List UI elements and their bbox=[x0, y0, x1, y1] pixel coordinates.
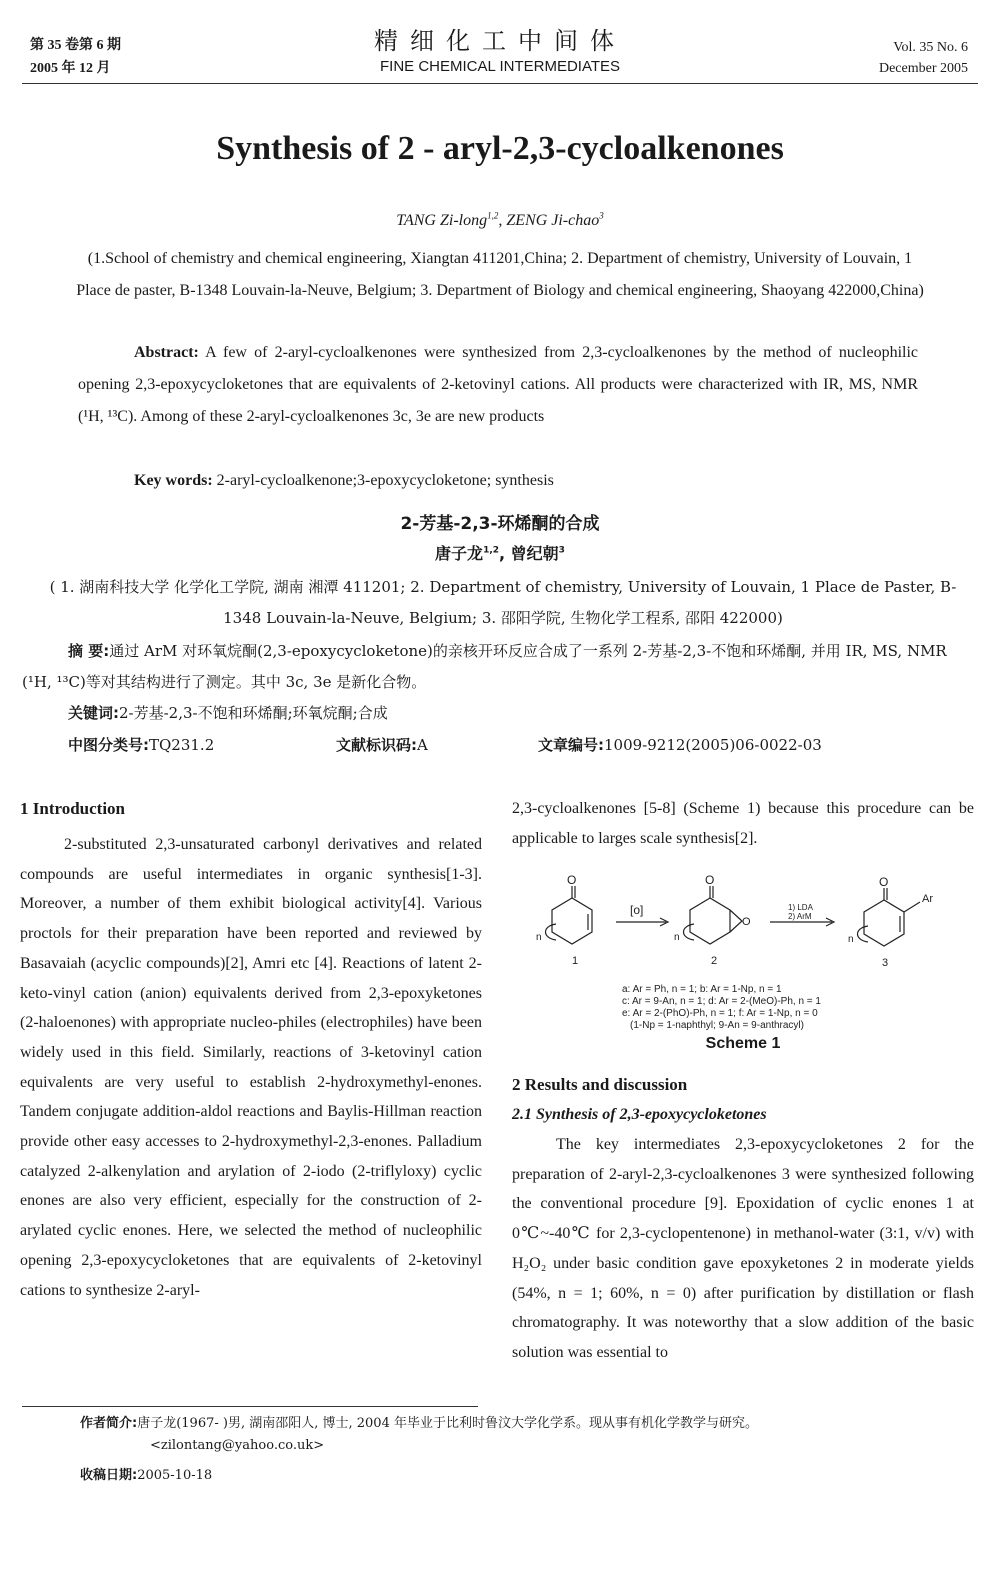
received-date bbox=[80, 1464, 212, 1483]
scheme-caption: Scheme 1 bbox=[705, 1035, 781, 1052]
author-name: TANG Zi-long bbox=[396, 212, 488, 229]
document-code bbox=[336, 734, 428, 755]
results-section bbox=[512, 1070, 974, 1368]
abstract bbox=[78, 337, 918, 433]
article-number bbox=[538, 734, 822, 755]
results-text: The key intermediates 2,3-epoxycycloketones 2 for the preparation of 2-aryl-2,3-cycloalkenones 3 were synthesized following the conventional procedure [9]. Epoxidation of cyclic enones 1 at 0℃~-40℃ for 2,3-cyclopentenone) in methanol-water (3:1, v/v) with H₂O₂ under basic condition gave epoxyketones 2 in moderate yields (54%, n = 1; 60%, n = 0) after purification by distillation or flash chromatography. It was noteworthy that a slow addition of the basic solution was essential to bbox=[512, 1136, 974, 1361]
footnote-divider bbox=[22, 1406, 478, 1407]
keywords-text: 2-aryl-cycloalkenone;3-epoxycycloketone; synthesis bbox=[212, 472, 554, 489]
article-number-label: 文章编号: bbox=[538, 736, 604, 754]
introduction-text: 2-substituted 2,3-unsaturated carbonyl derivatives and related compounds are useful intermediates in organic synthesis[1-3]. Moreover, a number of them exhibit biological activity[4]. Various proctols for their preparation have been reported and reviewed by Basavaiah (acyclic compounds)[2], Amri etc [4]. Reactions of latent 2-keto-vinyl cation (anion) equivalents derived from 2,3-epoxyketones (2-haloenones) with appropriate nucleo-philes (electrophiles) have been widely used in this field. Similarly, reactions of 3-ketovinyl cation equivalents are very useful to establish 2-hydroxymethyl-enones. Tandem conjugate addition-aldol reactions and Baylis-Hillman reaction provide other easy accesses to 2-hydroxymethyl-2,3-enones. Palladium catalyzed 2-alkenylation and arylation of 2-iodo (2-triflyloxy) cyclic enones are also very efficient, especially for the construction of 2-arylated cyclic enones. Here, we selected the method of nucleophilic opening 2,3-epoxycycloketones that are equivalents of 2-ketovinyl cations to synthesize 2-aryl- bbox=[20, 836, 482, 1299]
clc-number bbox=[68, 734, 214, 755]
compound-1-oxygen-label: O bbox=[567, 873, 577, 887]
paper-title-cn: 2-芳基-2,3-环烯酮的合成 bbox=[400, 514, 600, 534]
received-date-label: 收稿日期: bbox=[80, 1468, 138, 1483]
header-issue-en bbox=[879, 37, 968, 79]
clc-label: 中图分类号: bbox=[68, 736, 149, 754]
author-list bbox=[0, 212, 1000, 230]
author-name: ZENG Ji-chao bbox=[506, 212, 600, 229]
affiliations-cn: ( 1. 湖南科技大学 化学化工学院, 湖南 湘潭 411201; 2. Department of chemistry, University of Louvain, 1 Place de Paster, B-1348 Louvain-la-Neuve, Belgium; 3. 邵阳学院, 生物化学工程系, 邵阳 422000) bbox=[49, 578, 957, 627]
author-bio bbox=[80, 1412, 758, 1431]
compound-2-structure bbox=[684, 886, 743, 944]
journal-title-cn: 精细化工中间体 bbox=[374, 27, 626, 55]
author-affil-mark: 1,2 bbox=[487, 210, 499, 221]
abstract-label-cn: 摘 要: bbox=[68, 642, 110, 660]
journal-masthead bbox=[0, 26, 1000, 77]
author-affil-mark-cn: 3 bbox=[558, 545, 565, 556]
left-column bbox=[20, 794, 482, 1305]
compound-3-ring-size-label: n bbox=[848, 934, 854, 945]
abstract-text-cn: 通过 ArM 对环氧烷酮(2,3-epoxycycloketone)的亲核开环反应合成了一系列 2-芳基-2,3-不饱和环烯酮, 并用 IR, MS, NMR (¹H, ¹³C)等对其结构进行了测定。其中 3c, 3e 是新化合物。 bbox=[22, 642, 947, 691]
compound-1-ring-size-label: n bbox=[536, 932, 542, 943]
author-name-cn: , 曾纪朝 bbox=[499, 544, 559, 563]
abstract-text: A few of 2-aryl-cycloalkenones were synthesized from 2,3-cycloalkenones by the method of nucleophilic opening 2,3-epoxycycloketones that are equivalents of 2-ketovinyl cations. All products were characterized with IR, MS, NMR (¹H, ¹³C). Among of these 2-aryl-cycloalkenones 3c, 3e are new products bbox=[78, 344, 918, 425]
author-separator: , bbox=[498, 212, 507, 229]
scheme-legend-line: c: Ar = 9-An, n = 1; d: Ar = 2-(MeO)-Ph, n = 1 bbox=[622, 996, 821, 1007]
scheme-legend-line: (1-Np = 1-naphthyl; 9-An = 9-anthracyl) bbox=[630, 1020, 804, 1031]
author-name-cn: 唐子龙 bbox=[435, 544, 484, 563]
clc-value: TQ231.2 bbox=[149, 736, 215, 754]
header-volume-cn: 第 35 卷第 6 期 bbox=[30, 38, 121, 53]
abstract-label: Abstract: bbox=[134, 344, 199, 361]
header-volume-en: Vol. 35 No. 6 bbox=[893, 40, 968, 55]
reaction-arrow-1 bbox=[616, 918, 668, 926]
compound-3-structure bbox=[858, 888, 921, 946]
keywords-cn bbox=[68, 702, 388, 723]
keywords-label-cn: 关键词: bbox=[68, 704, 119, 722]
subsection-heading: 2.1 Synthesis of 2,3-epoxycycloketones bbox=[512, 1106, 767, 1123]
author-affil-mark: 3 bbox=[599, 210, 604, 221]
journal-title-en: FINE CHEMICAL INTERMEDIATES bbox=[379, 58, 621, 75]
keywords-label: Key words: bbox=[134, 472, 213, 489]
compound-3-number: 3 bbox=[882, 957, 889, 969]
aryl-group-label: Ar bbox=[922, 893, 933, 905]
epoxide-oxygen-label: O bbox=[742, 916, 751, 928]
reagent-step-1: 1) LDA bbox=[788, 903, 813, 912]
compound-2-oxygen-label: O bbox=[705, 873, 715, 887]
section-heading-introduction: 1 Introduction bbox=[20, 799, 126, 818]
author-bio-text: 唐子龙(1967- )男, 湖南邵阳人, 博士, 2004 年毕业于比利时鲁汶大学化学系。现从事有机化学教学与研究。 bbox=[137, 1416, 758, 1431]
author-bio-label: 作者简介: bbox=[80, 1416, 138, 1431]
right-column bbox=[512, 794, 974, 853]
compound-2-number: 2 bbox=[711, 955, 718, 967]
compound-3-oxygen-label: O bbox=[879, 875, 889, 889]
compound-1-structure bbox=[546, 886, 593, 944]
paper-title: Synthesis of 2 - aryl-2,3-cycloalkenones bbox=[216, 130, 784, 167]
oxidant-label: [o] bbox=[630, 903, 644, 917]
document-code-value: A bbox=[417, 736, 428, 754]
article-number-value: 1009-9212(2005)06-0022-03 bbox=[604, 736, 822, 754]
reagent-step-2: 2) ArM bbox=[788, 912, 812, 921]
author-affil-mark-cn: 1,2 bbox=[483, 545, 500, 556]
header-divider bbox=[22, 83, 978, 84]
scheme-legend-line: e: Ar = 2-(PhO)-Ph, n = 1; f: Ar = 1-Np, n = 0 bbox=[622, 1008, 818, 1019]
compound-1-number: 1 bbox=[572, 955, 579, 967]
section-heading-results: 2 Results and discussion bbox=[512, 1075, 688, 1094]
introduction-continuation: 2,3-cycloalkenones [5-8] (Scheme 1) because this procedure can be applicable to larges scale synthesis[2]. bbox=[512, 800, 974, 847]
abstract-cn bbox=[22, 636, 978, 698]
header-date-cn: 2005 年 12 月 bbox=[30, 61, 111, 76]
scheme-legend-line: a: Ar = Ph, n = 1; b: Ar = 1-Np, n = 1 bbox=[622, 984, 782, 995]
received-date-value: 2005-10-18 bbox=[137, 1468, 213, 1483]
keywords-text-cn: 2-芳基-2,3-不饱和环烯酮;环氧烷酮;合成 bbox=[119, 704, 388, 722]
author-list-cn bbox=[0, 541, 1000, 564]
author-email: <zilontang@yahoo.co.uk> bbox=[150, 1438, 325, 1453]
document-code-label: 文献标识码: bbox=[336, 736, 417, 754]
affiliations: (1.School of chemistry and chemical engineering, Xiangtan 411201,China; 2. Department of chemistry, University of Louvain, 1 Place de paster, B-1348 Louvain-la-Neuve, Belgium; 3. Department of Biology and chemical engineering, Shaoyang 422000,China) bbox=[76, 250, 924, 299]
header-date-en: December 2005 bbox=[878, 61, 968, 76]
keywords bbox=[134, 465, 934, 497]
compound-2-ring-size-label: n bbox=[674, 932, 680, 943]
